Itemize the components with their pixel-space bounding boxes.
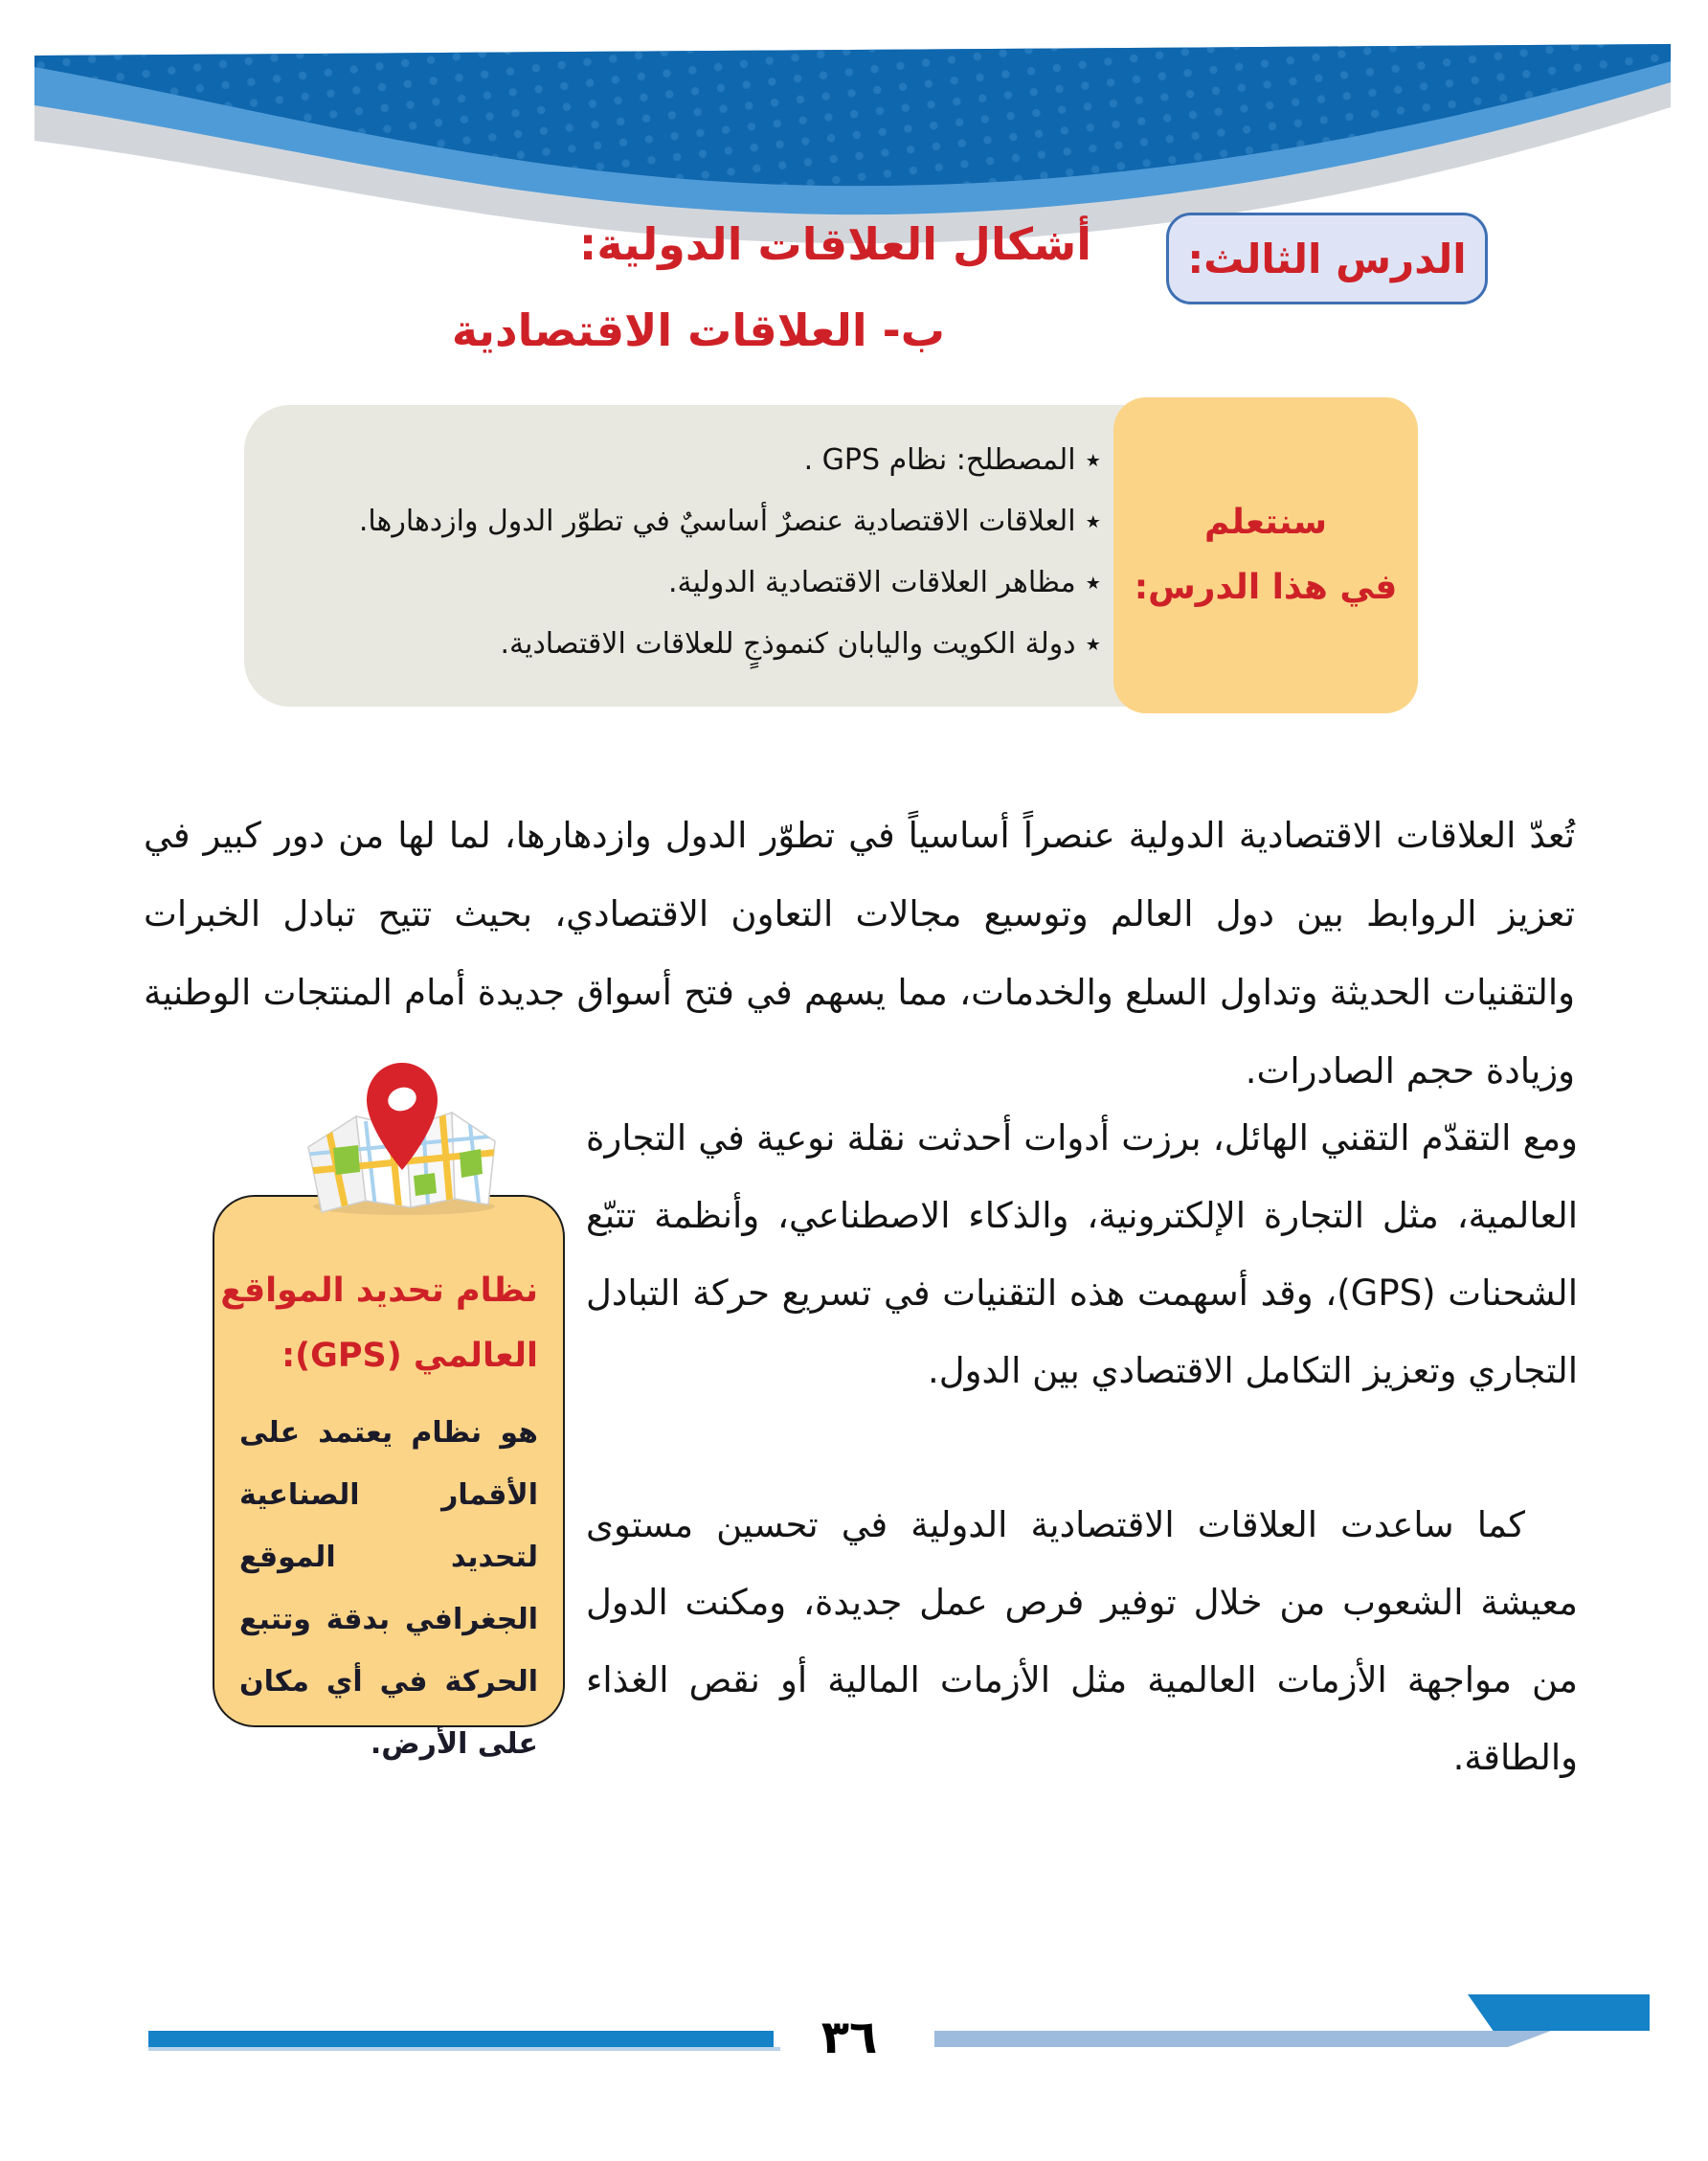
objective-bullet: ٭ — [1085, 627, 1101, 661]
objective-bullet: ٭ — [1085, 566, 1101, 599]
objectives-tab-line1: سنتعلم — [1203, 503, 1328, 542]
paragraph-technology: ومع التقدّم التقني الهائل، برزت أدوات أحدثت نقلة نوعية في التجارة العالمية، مثل التجارة الإلكترونية، والذكاء الاصطناعي، وأنظمة تتبّع الشحنات (GPS)، وقد أسهمت هذه التقنيات في تسريع حركة التبادل التجاري وتعزيز التكامل الاقتصادي بين الدول. — [586, 1117, 1578, 1391]
gps-definition-card — [213, 1195, 565, 1761]
objectives-tab-line2: في هذا الدرس: — [1134, 568, 1398, 607]
footer-left-bar — [148, 2031, 774, 2047]
objective-item — [292, 552, 1101, 614]
objective-item — [292, 614, 1101, 675]
map-location-pin-icon — [299, 1059, 505, 1217]
objectives-panel — [244, 405, 1245, 707]
gps-card-title-line2: العالمي (GPS): — [281, 1337, 538, 1375]
objective-text: العلاقات الاقتصادية عنصرٌ أساسيٌ في تطوّر الدول وازدهارها. — [358, 505, 1076, 538]
gps-card-definition: هو نظام يعتمد على الأقمار الصناعية لتحديد الموقع الجغرافي بدقة وتتبع الحركة في أي مكان على الأرض. — [239, 1416, 538, 1761]
objective-text: المصطلح: نظام GPS . — [803, 443, 1076, 477]
objective-text: دولة الكويت واليابان كنموذجٍ للعلاقات الاقتصادية. — [500, 627, 1076, 661]
paragraph-benefits: كما ساعدت العلاقات الاقتصادية الدولية في تحسين مستوى معيشة الشعوب من خلال توفير فرص عمل جديدة، ومكنت الدول من مواجهة الأزمات العالمية مثل الأزمات المالية أو نقص الغذاء والطاقة. — [586, 1504, 1578, 1778]
objective-text: مظاهر العلاقات الاقتصادية الدولية. — [667, 566, 1076, 599]
paragraph-intro: تُعدّ العلاقات الاقتصادية الدولية عنصراً أساسياً في تطوّر الدول وازدهارها، لما لها من دور كبير في تعزيز الروابط بين دول العالم وتوسيع مجالات التعاون الاقتصادي، بحيث تتيح تبادل الخبرات والتقنيات الحديثة وتداول السلع والخدمات، مما يسهم في فتح أسواق جديدة أمام المنتجات الوطنية وزيادة حجم الصادرات. — [144, 815, 1575, 1092]
footer-blue-wedge — [1468, 1994, 1650, 2031]
objective-bullet: ٭ — [1085, 505, 1101, 538]
page-title-line2: ب- العلاقات الاقتصادية — [451, 304, 945, 356]
objective-bullet: ٭ — [1085, 443, 1101, 477]
gps-card-title-line1: نظام تحديد المواقع — [220, 1272, 538, 1310]
objectives-tab — [1113, 397, 1418, 713]
lesson-badge — [1166, 213, 1488, 304]
footer-right-bar — [934, 2031, 1551, 2047]
lesson-badge-label: الدرس الثالث: — [1187, 235, 1467, 282]
objective-item — [292, 491, 1101, 552]
objectives-list — [292, 430, 1101, 675]
footer-left-bar-shadow — [148, 2047, 780, 2051]
page-number: ٣٦ — [820, 2011, 878, 2064]
page-title-line1: أشكال العلاقات الدولية: — [578, 218, 1091, 270]
objective-item — [292, 430, 1101, 491]
